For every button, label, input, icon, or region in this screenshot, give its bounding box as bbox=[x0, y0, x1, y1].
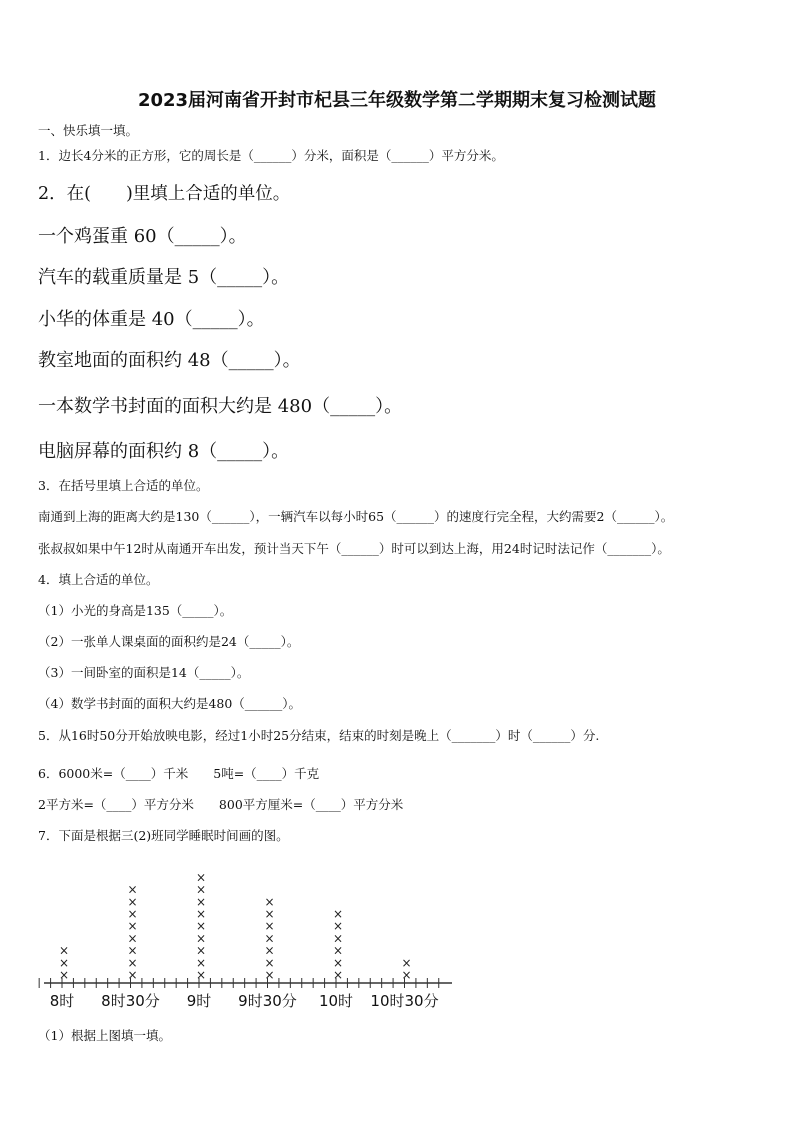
data-point-marker: × bbox=[58, 955, 70, 970]
data-point-marker: × bbox=[332, 943, 344, 958]
data-point-marker: × bbox=[401, 955, 412, 970]
question-2-item: 汽车的载重质量是 5（_____）。 bbox=[38, 267, 290, 288]
data-point-marker: × bbox=[332, 907, 344, 921]
page-title: 2023届河南省开封市杞县三年级数学第二学期期末复习检测试题 bbox=[137, 90, 657, 111]
question-2-header: 2．在( )里填上合适的单位。 bbox=[38, 184, 291, 204]
sleep-time-dot-plot bbox=[36, 850, 466, 1015]
data-point-marker: × bbox=[127, 931, 138, 946]
tick-label: 9时 bbox=[186, 992, 212, 1010]
question-6-line: 2平方米=（____）平方分米 800平方厘米=（____）平方分米 bbox=[38, 797, 404, 812]
data-point-marker: × bbox=[195, 907, 207, 921]
data-point-marker: × bbox=[264, 968, 275, 982]
data-point-marker: × bbox=[127, 907, 138, 921]
data-point-marker: × bbox=[127, 894, 138, 909]
question-2-item: 小华的体重是 40（_____）。 bbox=[38, 309, 265, 330]
question-4-item: （4）数学书封面的面积大约是480（______）。 bbox=[38, 696, 302, 711]
section-heading: 一、快乐填一填。 bbox=[38, 123, 139, 138]
question-3-header: 3．在括号里填上合适的单位。 bbox=[38, 478, 209, 493]
data-point-marker: × bbox=[264, 907, 275, 921]
tick-label: 9时30分 bbox=[238, 992, 297, 1010]
data-point-marker: × bbox=[332, 968, 344, 982]
data-point-marker: × bbox=[264, 894, 275, 909]
question-2-item: 教室地面的面积约 48（_____）。 bbox=[38, 350, 301, 371]
data-point-marker: × bbox=[264, 931, 275, 946]
tick-label: 10时30分 bbox=[370, 992, 439, 1010]
tick-label: 8时 bbox=[49, 992, 75, 1010]
tick-label: 8时30分 bbox=[101, 992, 160, 1010]
question-3-line: 张叔叔如果中午12时从南通开车出发，预计当天下午（______）时可以到达上海，用24时记时法记作（_______）。 bbox=[38, 541, 670, 556]
data-point-marker: × bbox=[332, 931, 344, 946]
data-point-marker: × bbox=[127, 955, 138, 970]
question-1: 1．边长4分米的正方形，它的周长是（______）分米，面积是（______）平方分米。 bbox=[38, 148, 504, 163]
data-point-marker: × bbox=[264, 955, 275, 970]
question-2-item: 一个鸡蛋重 60（_____）。 bbox=[38, 226, 247, 247]
question-3-line: 南通到上海的距离大约是130（______），一辆汽车以每小时65（______）的速度行完全程，大约需要2（______）。 bbox=[38, 509, 674, 524]
data-point-marker: × bbox=[127, 968, 138, 982]
data-point-marker: × bbox=[332, 919, 344, 934]
data-point-marker: × bbox=[195, 894, 207, 909]
question-7-sub-1: （1）根据上图填一填。 bbox=[38, 1028, 171, 1043]
question-4-item: （3）一间卧室的面积是14（_____）。 bbox=[38, 665, 250, 680]
data-point-marker: × bbox=[195, 943, 207, 958]
data-point-marker: × bbox=[58, 968, 70, 982]
data-point-marker: × bbox=[401, 968, 412, 982]
question-4-item: （2）一张单人课桌面的面积约是24（_____）。 bbox=[38, 634, 300, 649]
data-point-marker: × bbox=[195, 882, 207, 897]
data-point-marker: × bbox=[264, 943, 275, 958]
data-point-marker: × bbox=[195, 931, 207, 946]
question-5: 5．从16时50分开始放映电影，经过1小时25分结束，结束的时刻是晚上（_______）时（______）分. bbox=[38, 728, 600, 743]
question-6-line: 6．6000米=（____）千米 5吨=（____）千克 bbox=[38, 766, 320, 781]
data-point-marker: × bbox=[127, 919, 138, 934]
data-point-marker: × bbox=[127, 943, 138, 958]
question-4-header: 4．填上合适的单位。 bbox=[38, 572, 159, 587]
data-point-marker: × bbox=[58, 943, 70, 958]
data-point-marker: × bbox=[264, 919, 275, 934]
data-point-marker: × bbox=[195, 919, 207, 934]
question-7-header: 7．下面是根据三(2)班同学睡眠时间画的图。 bbox=[38, 828, 289, 843]
data-point-marker: × bbox=[332, 955, 344, 970]
data-point-marker: × bbox=[195, 870, 207, 885]
data-point-marker: × bbox=[127, 882, 138, 897]
tick-label: 10时 bbox=[318, 992, 354, 1010]
question-4-item: （1）小光的身高是135（_____）。 bbox=[38, 603, 233, 618]
question-2-item: 一本数学书封面的面积大约是 480（_____）。 bbox=[38, 396, 403, 417]
question-2-item: 电脑屏幕的面积约 8（_____）。 bbox=[38, 441, 290, 462]
data-point-marker: × bbox=[195, 968, 207, 982]
data-point-marker: × bbox=[195, 955, 207, 970]
